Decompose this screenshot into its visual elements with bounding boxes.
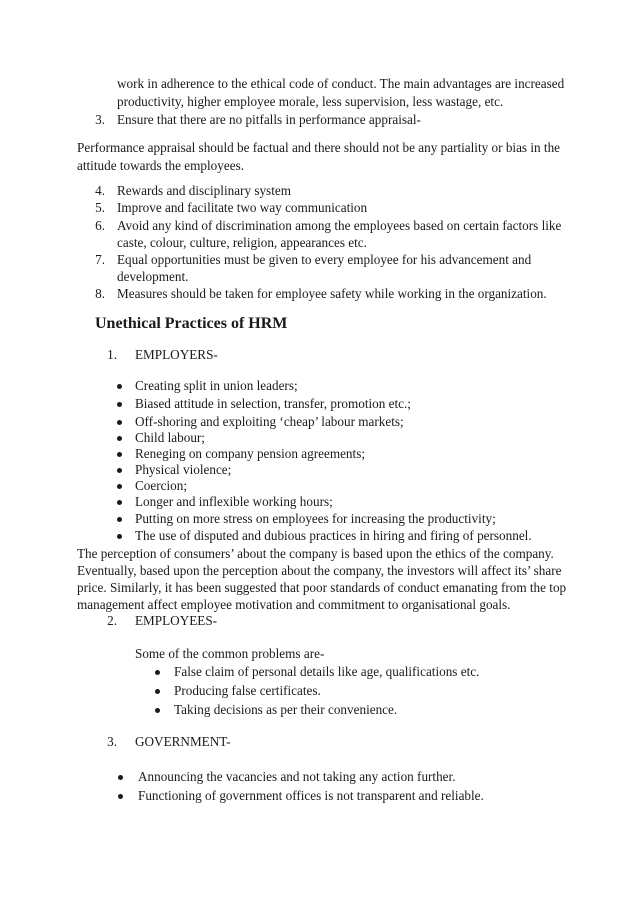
item-5-text: Improve and facilitate two way communication (117, 200, 368, 215)
item-6-text-line-2: caste, colour, culture, religion, appearances etc. (117, 235, 367, 250)
employers-bullet-5: Reneging on company pension agreements; (135, 446, 365, 461)
government-number: 3. (107, 734, 117, 749)
item-3-text: Ensure that there are no pitfalls in performance appraisal- (117, 112, 421, 127)
employers-bullet-1: Creating split in union leaders; (135, 378, 298, 393)
continuation-line-2: productivity, higher employee morale, less supervision, less wastage, etc. (117, 94, 504, 109)
employers-title: EMPLOYERS- (135, 347, 218, 362)
bullet-icon (118, 794, 123, 799)
employers-bullet-2: Biased attitude in selection, transfer, promotion etc.; (135, 396, 411, 411)
paragraph-1-line-1: Performance appraisal should be factual and there should not be any partiality or bias in the (77, 140, 561, 155)
paragraph-2-line-4: management affect employee motivation and commitment to organisational goals. (77, 597, 511, 612)
employees-bullet-2: Producing false certificates. (174, 683, 321, 698)
section-heading: Unethical Practices of HRM (95, 315, 288, 332)
government-title: GOVERNMENT- (135, 734, 231, 749)
item-5-number: 5. (95, 200, 105, 215)
item-8-text: Measures should be taken for employee safety while working in the organization. (117, 286, 547, 301)
bullet-icon (155, 670, 160, 675)
item-8-number: 8. (95, 286, 105, 301)
bullet-icon (117, 500, 122, 505)
employees-bullet-1: False claim of personal details like age, qualifications etc. (174, 664, 480, 679)
item-4-number: 4. (95, 183, 105, 198)
item-4-text: Rewards and disciplinary system (117, 183, 291, 198)
employers-bullet-6: Physical violence; (135, 462, 232, 477)
bullet-icon (117, 402, 122, 407)
paragraph-2-line-2: Eventually, based upon the perception about the company, the investors will affect its’ share (77, 563, 562, 578)
paragraph-1-line-2: attitude towards the employees. (77, 158, 244, 173)
bullet-icon (117, 452, 122, 457)
employers-bullet-3: Off-shoring and exploiting ‘cheap’ labour markets; (135, 414, 404, 429)
bullet-icon (155, 689, 160, 694)
government-bullet-1: Announcing the vacancies and not taking any action further. (138, 769, 456, 784)
employers-bullet-7: Coercion; (135, 478, 188, 493)
employers-bullet-10: The use of disputed and dubious practices in hiring and firing of personnel. (135, 528, 532, 543)
bullet-icon (117, 484, 122, 489)
item-7-text-line-2: development. (117, 269, 189, 284)
paragraph-2-line-3: price. Similarly, it has been suggested that poor standards of conduct emanating from the top (77, 580, 567, 595)
employees-title: EMPLOYEES- (135, 613, 218, 628)
employees-number: 2. (107, 613, 117, 628)
item-6-text-line-1: Avoid any kind of discrimination among the employees based on certain factors like (117, 218, 562, 233)
bullet-icon (155, 708, 160, 713)
government-bullet-2: Functioning of government offices is not transparent and reliable. (138, 788, 484, 803)
paragraph-2-line-1: The perception of consumers’ about the company is based upon the ethics of the company. (77, 546, 554, 561)
employers-bullet-9: Putting on more stress on employees for increasing the productivity; (135, 511, 496, 526)
bullet-icon (117, 468, 122, 473)
bullet-icon (118, 775, 123, 780)
continuation-line-1: work in adherence to the ethical code of conduct. The main advantages are increased (117, 76, 565, 91)
bullet-icon (117, 420, 122, 425)
employers-bullet-4: Child labour; (135, 430, 205, 445)
item-3-number: 3. (95, 112, 105, 127)
item-7-text-line-1: Equal opportunities must be given to every employee for his advancement and (117, 252, 532, 267)
bullet-icon (117, 517, 122, 522)
bullet-icon (117, 436, 122, 441)
employers-number: 1. (107, 347, 117, 362)
bullet-icon (117, 534, 122, 539)
employees-intro: Some of the common problems are- (135, 646, 325, 661)
employees-bullet-3: Taking decisions as per their convenience. (174, 702, 398, 717)
item-6-number: 6. (95, 218, 105, 233)
bullet-icon (117, 384, 122, 389)
item-7-number: 7. (95, 252, 105, 267)
employers-bullet-8: Longer and inflexible working hours; (135, 494, 333, 509)
